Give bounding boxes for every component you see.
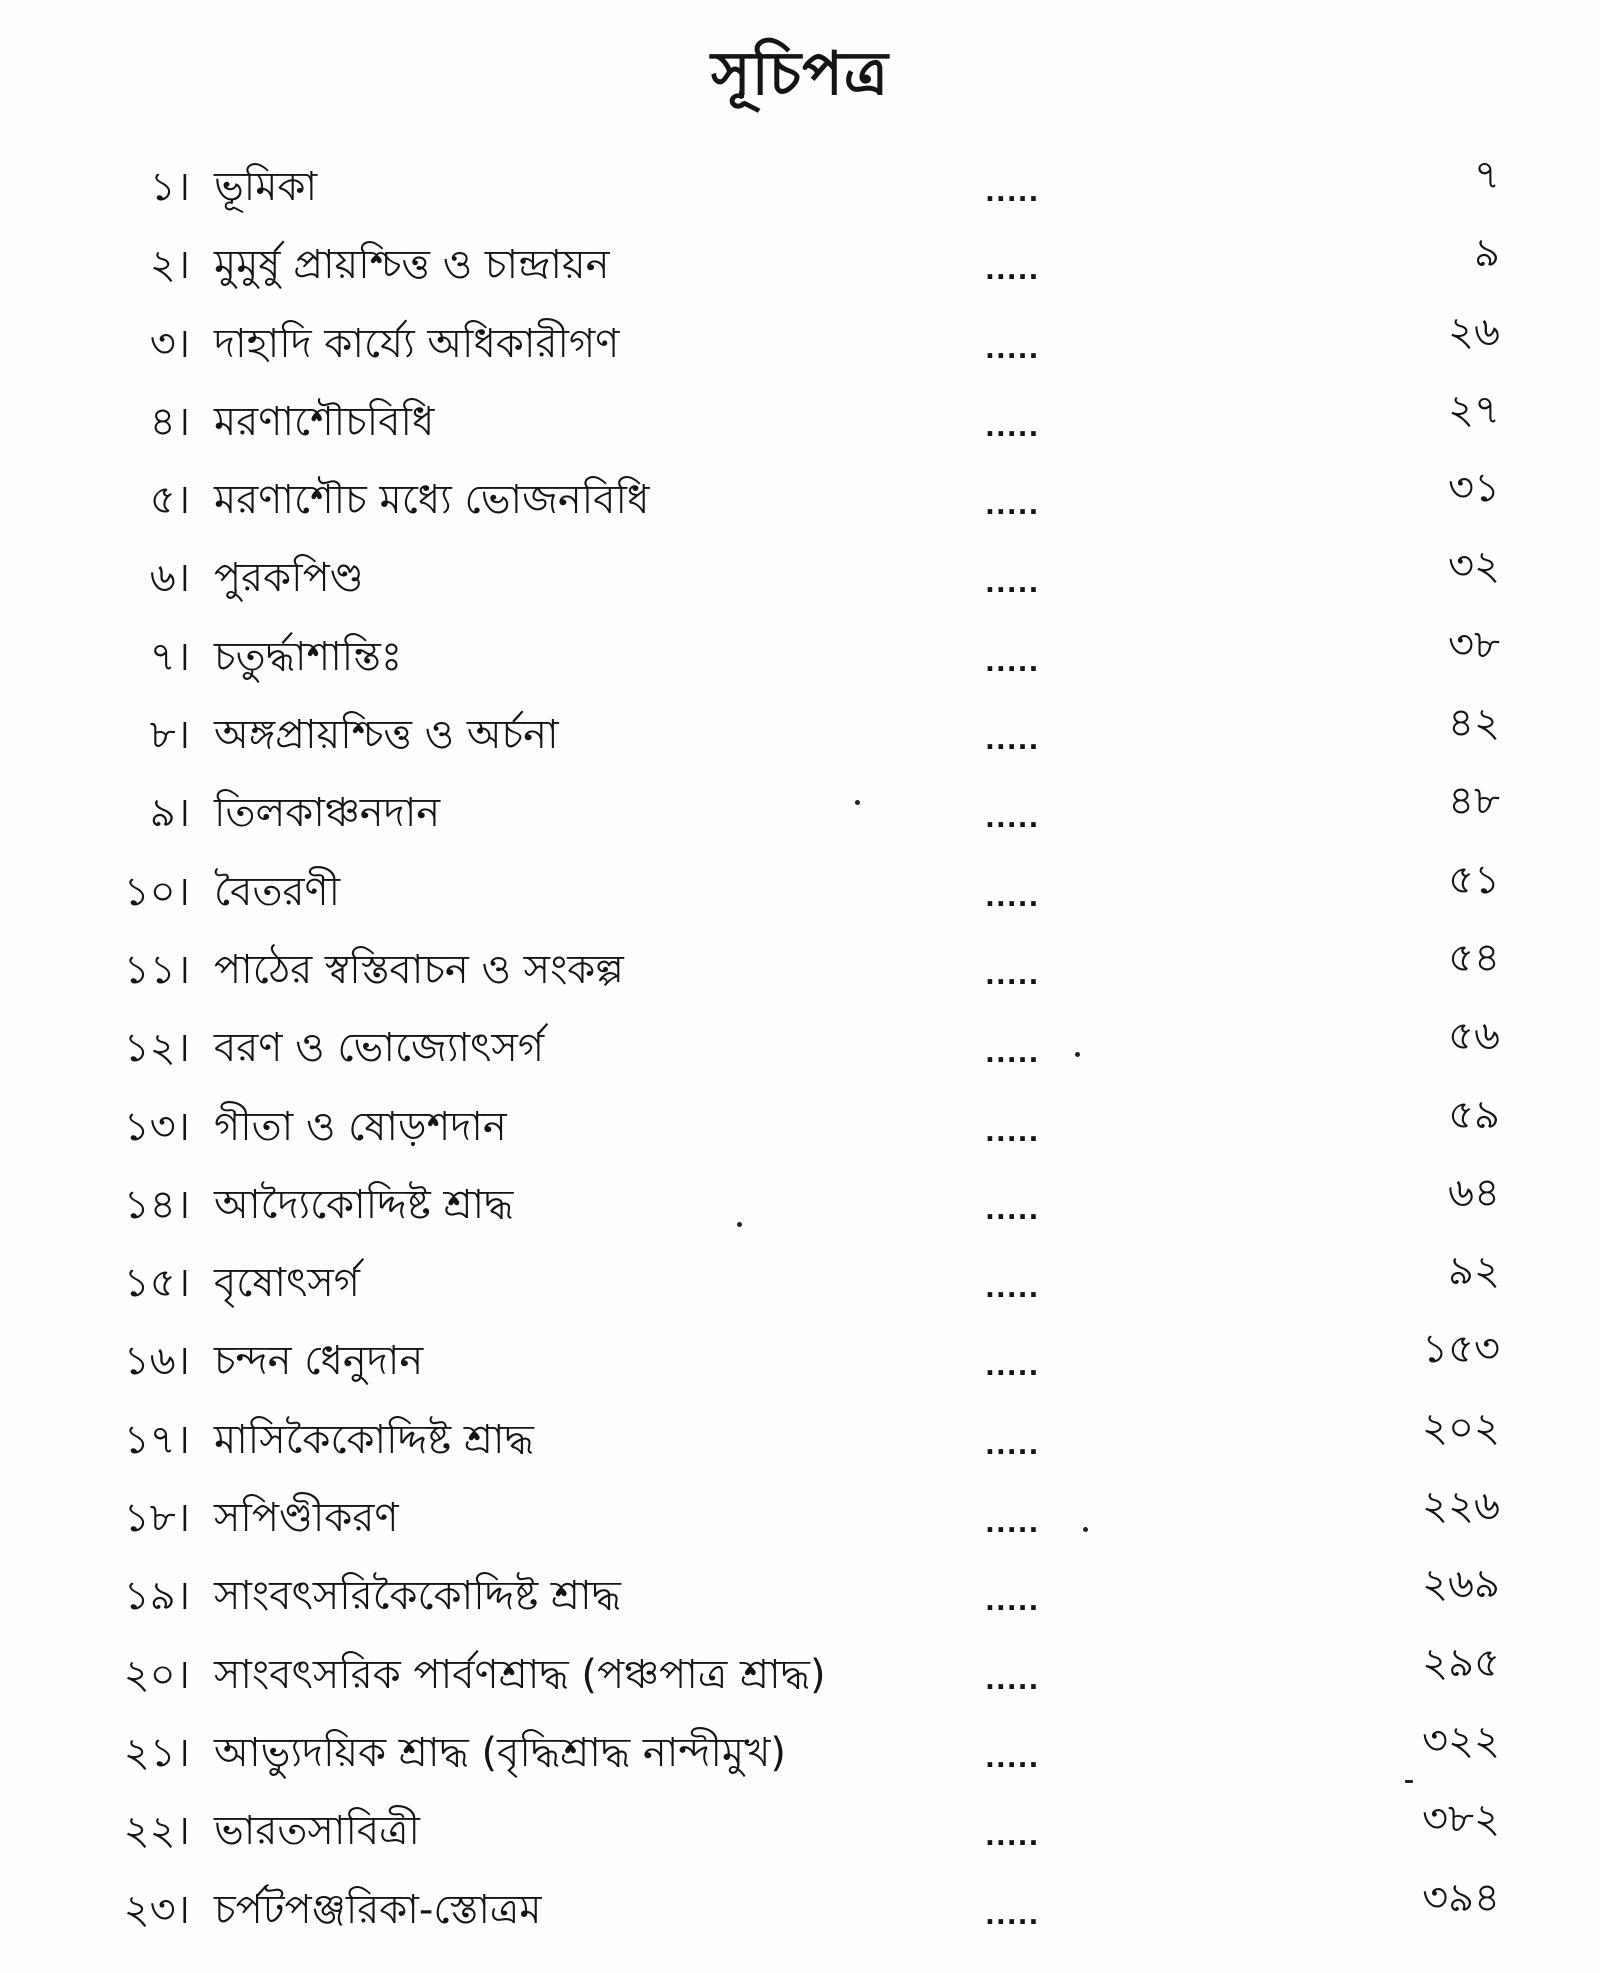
dot-leader: ..... bbox=[985, 1352, 1040, 1383]
entry-title: আদ্যৈকোদ্দিষ্ট শ্রাদ্ধ bbox=[214, 1181, 514, 1228]
entry-number: ১৬। bbox=[123, 1338, 190, 1385]
entry-number: ১৪। bbox=[123, 1181, 190, 1228]
dot-leader: ..... bbox=[985, 1587, 1040, 1618]
dot-leader: ..... bbox=[985, 726, 1040, 757]
dot-leader: ..... bbox=[985, 1274, 1040, 1305]
entry-number: ২৩। bbox=[123, 1886, 190, 1933]
entry-number: ৫। bbox=[149, 477, 190, 524]
entry-number: ১৩। bbox=[123, 1103, 190, 1150]
entry-page-number: ৩১ bbox=[1448, 465, 1500, 512]
dot-leader: ..... bbox=[985, 1430, 1040, 1461]
dot-leader: ..... bbox=[985, 1743, 1040, 1774]
entry-number: ৩। bbox=[149, 320, 190, 367]
entry-title: মাসিকৈকোদ্দিষ্ট শ্রাদ্ধ bbox=[214, 1416, 534, 1463]
entry-number: ২। bbox=[149, 242, 190, 289]
entry-title: সাংবৎসরিক পার্বণশ্রাদ্ধ (পঞ্চপাত্র শ্রাদ্ধ) bbox=[214, 1651, 826, 1698]
entry-number: ১০। bbox=[123, 868, 190, 915]
entry-page-number: ৫১ bbox=[1448, 856, 1500, 903]
entry-page-number: ২৬ bbox=[1447, 308, 1500, 355]
dot-leader: ..... bbox=[985, 1039, 1040, 1070]
dot-leader: ..... bbox=[985, 1195, 1040, 1226]
entry-page-number: ৭ bbox=[1473, 152, 1500, 198]
entry-page-number: ২৬৯ bbox=[1422, 1561, 1500, 1608]
entry-page-number: ১৫৩ bbox=[1422, 1326, 1500, 1373]
entry-title: পুরকপিণ্ড bbox=[214, 555, 364, 602]
entry-title: ভারতসাবিত্রী bbox=[214, 1808, 420, 1855]
dot-leader: ..... bbox=[985, 256, 1040, 287]
entry-page-number: ৩৮২ bbox=[1422, 1796, 1500, 1843]
dot-leader: ..... bbox=[985, 334, 1040, 365]
entry-title: চতুর্দ্ধাশান্তিঃ bbox=[214, 633, 403, 680]
dot-leader: ..... bbox=[985, 569, 1040, 600]
entry-title: বৃষোৎসর্গ bbox=[214, 1260, 361, 1307]
entry-number: ৭। bbox=[149, 633, 190, 680]
dot-leader: ..... bbox=[985, 882, 1040, 913]
entry-title: পাঠের স্বস্তিবাচন ও সংকল্প bbox=[214, 946, 624, 993]
entry-number: ৯। bbox=[149, 790, 190, 837]
entry-title: তিলকাঞ্চনদান bbox=[214, 790, 441, 837]
dot-leader: ..... bbox=[985, 960, 1040, 991]
entry-number: ২১। bbox=[123, 1729, 190, 1776]
entry-title: বৈতরণী bbox=[214, 868, 341, 915]
entry-page-number: ২০২ bbox=[1421, 1404, 1500, 1451]
entry-page-number: ২৭ bbox=[1447, 386, 1500, 433]
entry-number: ১৫। bbox=[123, 1260, 190, 1307]
entry-number: ৪। bbox=[149, 398, 190, 445]
entry-number: ১৭। bbox=[123, 1416, 190, 1463]
entry-number: ২০। bbox=[123, 1651, 190, 1698]
entry-title: মরণাশৌচবিধি bbox=[214, 398, 435, 445]
entry-number: ১৮। bbox=[123, 1495, 190, 1542]
entry-number: ২২। bbox=[123, 1808, 190, 1855]
entry-title: দাহাদি কার্য্যে অধিকারীগণ bbox=[214, 320, 620, 367]
entry-number: ১১। bbox=[123, 946, 190, 993]
scan-speck bbox=[1083, 1527, 1088, 1532]
scan-speck bbox=[737, 1222, 742, 1227]
dot-leader: ..... bbox=[985, 412, 1040, 443]
entry-page-number: ৩৯৪ bbox=[1422, 1874, 1500, 1921]
entry-number: ১। bbox=[149, 164, 190, 210]
dot-leader: ..... bbox=[985, 491, 1040, 522]
entry-page-number: ৫৬ bbox=[1448, 1013, 1500, 1060]
dot-leader: ..... bbox=[985, 647, 1040, 678]
dot-leader: ..... bbox=[985, 178, 1040, 208]
entry-page-number: ৪২ bbox=[1448, 700, 1500, 747]
dot-leader: ..... bbox=[985, 804, 1040, 835]
entry-page-number: ৩৮ bbox=[1448, 621, 1500, 668]
entry-title: চন্দন ধেনুদান bbox=[214, 1338, 424, 1385]
entry-title: মুমুর্ষু প্রায়শ্চিত্ত ও চান্দ্রায়ন bbox=[214, 242, 610, 289]
entry-title: চর্পটপঞ্জরিকা-স্তোত্রম bbox=[214, 1886, 542, 1933]
entry-page-number: ৫৯ bbox=[1448, 1091, 1500, 1138]
entry-title: অঙ্গপ্রায়শ্চিত্ত ও অর্চনা bbox=[214, 712, 559, 759]
entry-title: ভূমিকা bbox=[214, 164, 318, 210]
dot-leader: ..... bbox=[985, 1822, 1040, 1853]
scan-speck bbox=[855, 800, 860, 805]
page-title: সূচিপত্র bbox=[711, 39, 889, 109]
dot-leader: ..... bbox=[985, 1117, 1040, 1148]
toc-entry bbox=[0, 1871, 1600, 1949]
dot-leader: ..... bbox=[985, 1509, 1040, 1540]
entry-page-number: ৪৮ bbox=[1448, 778, 1500, 825]
entry-page-number: ২৯৫ bbox=[1422, 1639, 1500, 1686]
entry-title: সাংবৎসরিকৈকোদ্দিষ্ট শ্রাদ্ধ bbox=[214, 1573, 621, 1620]
entry-number: ১৯। bbox=[123, 1573, 190, 1620]
entry-title: সপিণ্ডীকরণ bbox=[214, 1495, 399, 1542]
table-of-contents bbox=[0, 148, 1600, 1949]
entry-title: মরণাশৌচ মধ্যে ভোজনবিধি bbox=[214, 477, 650, 524]
entry-number: ৬। bbox=[149, 555, 190, 602]
entry-page-number: ৯ bbox=[1474, 230, 1500, 277]
scan-speck bbox=[1075, 1052, 1080, 1057]
entry-page-number: ৫৪ bbox=[1448, 934, 1500, 981]
dot-leader: ..... bbox=[985, 1900, 1040, 1931]
scan-speck bbox=[1405, 1780, 1413, 1783]
entry-page-number: ৯২ bbox=[1448, 1248, 1500, 1295]
entry-title: বরণ ও ভোজ্যোৎসর্গ bbox=[214, 1025, 545, 1072]
entry-number: ১২। bbox=[123, 1025, 190, 1072]
entry-title: আভ্যুদয়িক শ্রাদ্ধ (বৃদ্ধিশ্রাদ্ধ নান্দীমুখ) bbox=[214, 1729, 786, 1776]
entry-page-number: ৩২ bbox=[1447, 543, 1500, 590]
entry-page-number: ৩২২ bbox=[1421, 1717, 1500, 1764]
entry-title: গীতা ও ষোড়শদান bbox=[214, 1103, 507, 1150]
entry-number: ৮। bbox=[149, 712, 190, 759]
entry-page-number: ৬৪ bbox=[1448, 1169, 1500, 1216]
dot-leader: ..... bbox=[985, 1665, 1040, 1696]
entry-page-number: ২২৬ bbox=[1421, 1483, 1500, 1530]
